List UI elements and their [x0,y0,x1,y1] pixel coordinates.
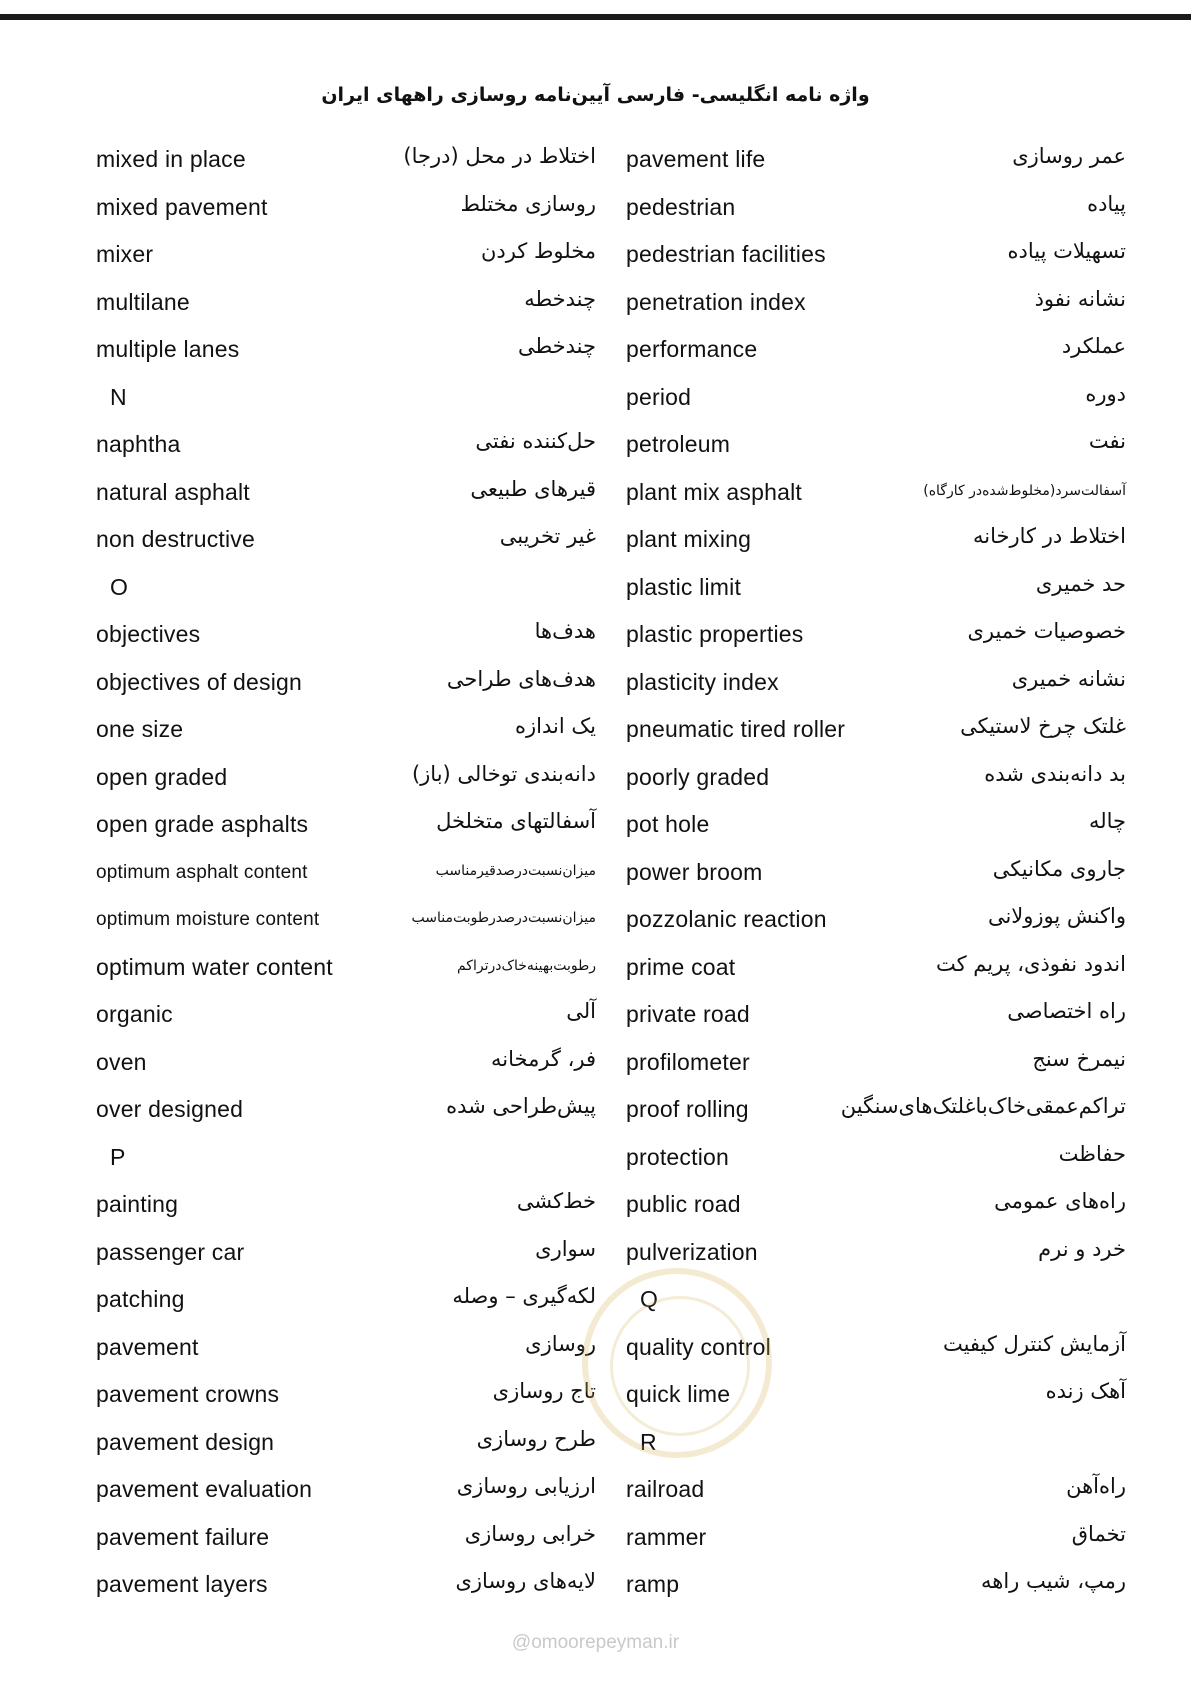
persian-term: اختلاط در کارخانه [973,524,1126,548]
persian-term: راه اختصاصی [1007,999,1126,1023]
glossary-entry [96,801,596,849]
english-term: pavement evaluation [96,1476,313,1502]
glossary-entry [626,564,1126,612]
english-term: pavement layers [96,1571,268,1597]
glossary-entry [626,231,1126,279]
english-term: pedestrian facilities [626,241,826,267]
glossary-entry [626,1466,1126,1514]
english-term: private road [626,1001,750,1027]
glossary-entry [96,1039,596,1087]
glossary-entry [96,1419,596,1467]
english-term: poorly graded [626,763,770,790]
glossary-entry [626,991,1126,1039]
glossary-entry [96,326,596,374]
persian-term: هدف‌ها [534,619,596,643]
persian-term: حل‌کننده نفتی [475,429,596,453]
glossary-entry [626,1229,1126,1277]
glossary-entry [96,1514,596,1562]
persian-term: آسفالتهای متخلخل [436,809,596,833]
english-term: over designed [96,1096,244,1122]
glossary-entry [96,1086,596,1134]
english-term: objectives [96,621,201,647]
glossary-entry [96,184,596,232]
persian-term: طرح روسازی [476,1426,596,1451]
glossary-entry [96,991,596,1039]
english-term: open graded [96,763,228,790]
english-term: petroleum [626,431,731,457]
glossary-entry [626,1561,1126,1609]
glossary-entry [96,469,596,517]
watermark-seal [582,1268,772,1458]
english-term: open grade asphalts [96,811,309,837]
section-letter: O [110,573,128,600]
glossary-entry [626,326,1126,374]
persian-term: چندخطه [524,286,596,311]
persian-term: رطوبت‌بهینه‌خاک‌درتراکم [456,957,596,974]
english-term: passenger car [96,1238,245,1265]
glossary-entry [626,706,1126,754]
glossary-entry [96,421,596,469]
persian-term: نیمرخ سنج [1032,1046,1126,1071]
glossary-entry [96,706,596,754]
persian-term: پیاده [1087,191,1126,216]
persian-term: نشانه خمیری [1011,666,1126,691]
english-term: pavement design [96,1428,275,1455]
persian-term: واکنش پوزولانی [987,904,1126,928]
english-term: plastic properties [626,621,804,647]
english-term: power broom [626,858,763,885]
glossary-entry [626,1086,1126,1134]
english-term: period [626,383,692,410]
persian-term: آلی [566,999,596,1023]
section-letter: R [640,1428,657,1455]
english-term: quality control [626,1333,771,1360]
persian-term: چندخطی [517,334,596,358]
persian-term: حفاظت [1058,1141,1126,1166]
persian-term: مخلوط کردن [480,239,596,263]
glossary-entry [626,279,1126,327]
english-term: pozzolanic reaction [626,906,827,932]
glossary-entry [96,279,596,327]
english-term: mixed pavement [96,193,268,220]
english-term: prime coat [626,953,736,980]
english-term: one size [96,716,184,742]
persian-term: خصوصیات خمیری [967,619,1126,643]
english-term: multiple lanes [96,336,240,362]
section-letter: Q [640,1286,658,1312]
persian-term: لایه‌های روسازی [455,1569,596,1593]
glossary-entry [96,944,596,992]
persian-term: پیش‌طراحی شده [446,1094,596,1118]
glossary-entry [96,1466,596,1514]
glossary-entry [96,1324,596,1372]
english-term: rammer [626,1523,707,1550]
english-term: oven [96,1048,147,1075]
section-letter-row [96,1134,596,1182]
persian-term: سواری [535,1236,596,1261]
persian-term: یک اندازه [515,714,596,738]
persian-term: تاج روسازی [492,1379,596,1403]
glossary-entry [626,849,1126,897]
glossary-entry [626,516,1126,564]
persian-term: غلتک چرخ لاستیکی [960,714,1126,738]
english-term: pavement failure [96,1523,270,1550]
glossary-entry [626,136,1126,184]
glossary-entry [96,1229,596,1277]
glossary-entry [96,659,596,707]
persian-term: آزمایش کنترل کیفیت [942,1331,1126,1356]
english-term: optimum water content [96,953,333,980]
persian-term: میزان‌نسبت‌درصدقیرمناسب [435,862,596,879]
english-term: objectives of design [96,668,303,695]
persian-term: حد خمیری [1035,571,1126,596]
persian-term: ارزیابی روسازی [456,1474,596,1498]
glossary-entry [626,801,1126,849]
persian-term: آسفالت‌سرد(مخلوط‌شده‌در کارگاه) [923,482,1126,499]
persian-term: تراکم‌عمقی‌خاک‌باغلتک‌های‌سنگین [840,1094,1126,1118]
english-term: painting [96,1191,179,1217]
english-term: natural asphalt [96,478,250,505]
persian-term: خرابی روسازی [464,1521,596,1546]
english-term: multilane [96,288,190,315]
glossary-entry [96,1561,596,1609]
section-letter-row [96,564,596,612]
glossary-entry [626,1134,1126,1182]
persian-term: راه‌آهن [1066,1474,1126,1498]
persian-term: لکه‌گیری – وصله [452,1284,596,1308]
english-term: pulverization [626,1238,758,1265]
glossary-entry [626,184,1126,232]
persian-term: راه‌های عمومی [994,1189,1126,1213]
persian-term: رمپ، شیب راهه [980,1569,1126,1593]
persian-term: چاله [1088,809,1126,833]
persian-term: بد دانه‌بندی شده [984,761,1126,786]
english-term: quick lime [626,1381,731,1407]
persian-term: آهک زنده [1045,1379,1126,1403]
english-term: protection [626,1143,730,1170]
english-term: plant mixing [626,526,752,552]
glossary-entry [96,754,596,802]
english-term: ramp [626,1571,680,1597]
glossary-entry [626,469,1126,517]
persian-term: اندود نفوذی، پریم کت [936,951,1126,976]
glossary-entry [96,1276,596,1324]
glossary-entry [96,849,596,897]
glossary-entry [626,421,1126,469]
english-term: mixed in place [96,146,246,172]
english-term: pavement [96,1333,199,1360]
persian-term: غیر تخریبی [499,524,596,548]
glossary-entry [626,1514,1126,1562]
english-term: pedestrian [626,193,736,220]
english-term: profilometer [626,1048,750,1075]
persian-term: فر، گرمخانه [491,1046,596,1071]
persian-term: نفت [1088,429,1126,453]
persian-term: اختلاط در محل (درجا) [403,144,596,168]
persian-term: تخماق [1071,1521,1126,1546]
english-term: proof rolling [626,1096,749,1122]
glossary-entry [96,231,596,279]
section-letter: N [110,383,127,410]
english-term: plasticity index [626,668,779,695]
glossary-column-left [96,136,596,1609]
english-term: penetration index [626,288,806,315]
persian-term: تسهیلات پیاده [1007,239,1126,263]
section-letter-row [96,374,596,422]
top-rule [0,14,1191,20]
english-term: naphtha [96,431,181,457]
glossary-entry [96,1371,596,1419]
watermark-text: @omoorepeyman.ir [511,1632,680,1653]
english-term: pot hole [626,811,710,837]
persian-term: دوره [1085,381,1126,406]
persian-term: روسازی [525,1331,596,1356]
english-term: patching [96,1286,185,1312]
persian-term: جاروی مکانیکی [992,856,1126,881]
glossary-entry [96,896,596,944]
persian-term: روسازی مختلط [460,191,596,216]
glossary-entry [626,896,1126,944]
persian-term: قیرهای طبیعی [470,476,596,501]
persian-term: نشانه نفوذ [1034,286,1126,311]
persian-term: دانه‌بندی توخالی (باز) [411,761,596,786]
glossary-entry [96,136,596,184]
english-term: railroad [626,1476,705,1502]
english-term: mixer [96,241,154,267]
english-term: public road [626,1191,741,1217]
persian-term: میزان‌نسبت‌درصدرطوبت‌مناسب [411,910,596,926]
section-letter: P [110,1143,126,1170]
glossary-entry [626,1039,1126,1087]
page-title: واژه نامه انگلیسی- فارسی آیین‌نامه روسازی راههای ایران [321,84,870,106]
glossary-entry [626,611,1126,659]
english-term: plant mix asphalt [626,478,802,505]
glossary-entry [626,374,1126,422]
glossary-entry [96,516,596,564]
english-term: plastic limit [626,573,742,600]
english-term: performance [626,336,758,362]
glossary-entry [96,611,596,659]
english-term: pneumatic tired roller [626,716,846,742]
glossary-entry [96,1181,596,1229]
english-term: optimum asphalt content [96,861,308,883]
glossary-entry [626,754,1126,802]
glossary-entry [626,659,1126,707]
glossary-entry [626,944,1126,992]
english-term: pavement crowns [96,1381,280,1407]
persian-term: هدف‌های طراحی [446,666,596,691]
english-term: non destructive [96,526,255,552]
persian-term: عملکرد [1061,334,1126,358]
english-term: optimum moisture content [96,909,320,930]
persian-term: خط‌کشی [516,1189,596,1213]
glossary-entry [626,1181,1126,1229]
english-term: pavement life [626,146,766,172]
persian-term: عمر روسازی [1012,144,1126,168]
english-term: organic [96,1001,173,1027]
persian-term: خرد و نرم [1038,1236,1126,1261]
